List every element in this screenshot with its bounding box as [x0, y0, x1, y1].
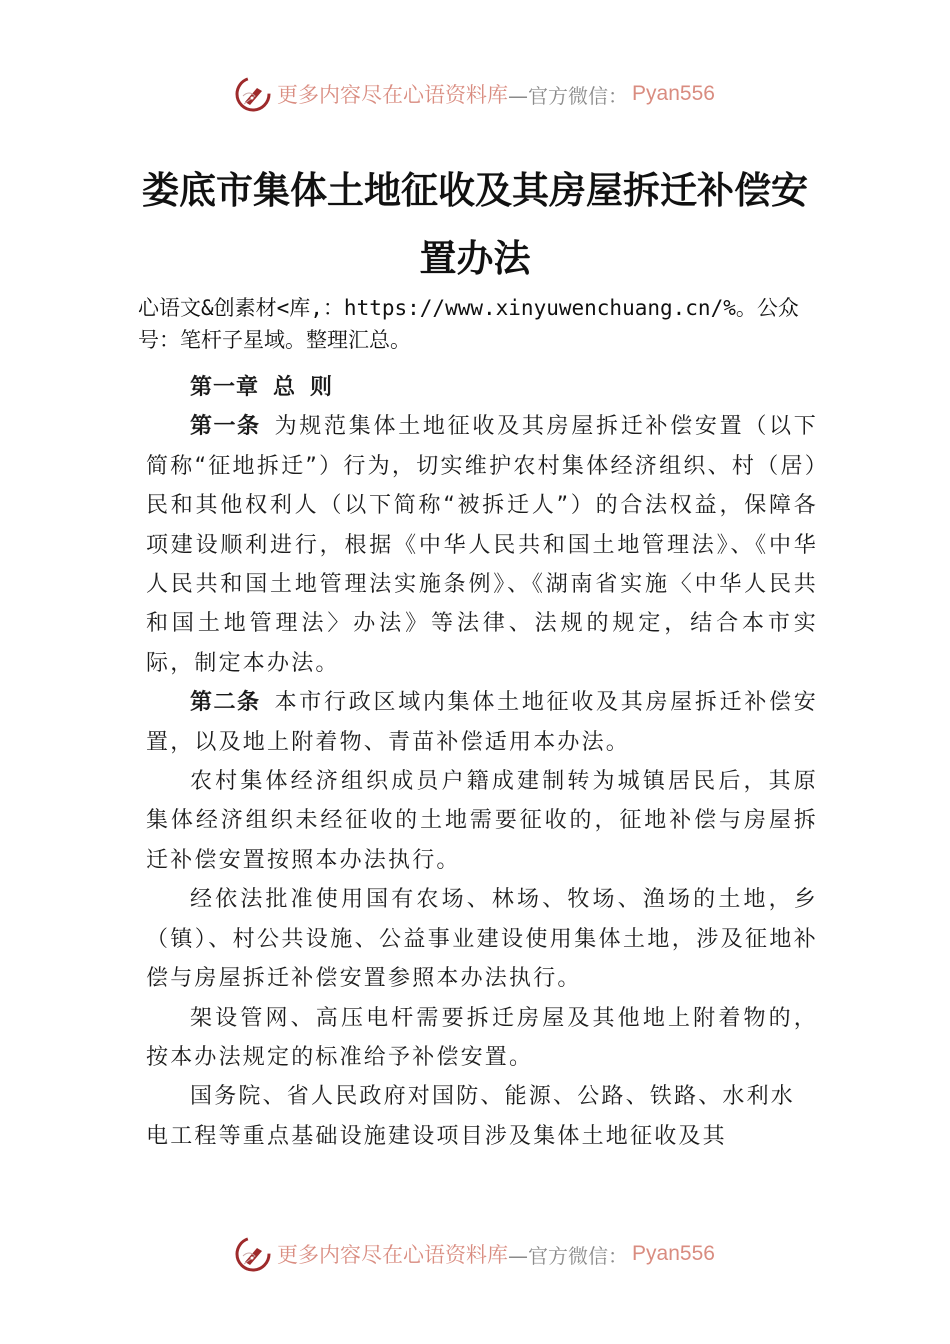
banner-wechat-id: Pyan556 — [632, 1242, 715, 1265]
banner-slogan: 更多内容尽在心语资料库 — [277, 83, 509, 107]
chapter-heading — [146, 368, 818, 407]
paragraph — [146, 880, 818, 998]
chapter-name-part-2: 则 — [310, 375, 334, 400]
banner-wechat-id: Pyan556 — [632, 82, 715, 105]
banner-wechat-label: —官方微信： — [508, 1243, 629, 1268]
paragraph — [146, 1077, 818, 1156]
source-note: 心语文&创素材<库,：https://www.xinyuwenchuang.cn/%。公众号：笔杆子星域。整理汇总。 — [138, 296, 799, 352]
article-label: 第一条 — [190, 414, 261, 440]
paragraph-text: 本市行政区域内集体土地征收及其房屋拆迁补偿安置，以及地上附着物、青苗补偿适用本办法。 — [146, 690, 818, 755]
paragraph-text: 农村集体经济组织成员户籍成建制转为城镇居民后，其原集体经济组织未经征收的土地需要征收的，征地补偿与房屋拆迁补偿安置按照本办法执行。 — [146, 769, 818, 873]
paragraph-text: 国务院、省人民政府对国防、能源、公路、铁路、水利水电工程等重点基础设施建设项目涉及集体土地征收及其 — [146, 1084, 796, 1149]
pen-nib-logo-icon — [235, 76, 271, 112]
pen-nib-logo-icon — [235, 1236, 271, 1272]
paragraph — [146, 999, 818, 1078]
banner-wechat-label: —官方微信： — [508, 83, 629, 108]
paragraph-text: 为规范集体土地征收及其房屋拆迁补偿安置（以下简称“征地拆迁”）行为，切实维护农村集体经济组织、村（居）民和其他权利人（以下简称“被拆迁人”）的合法权益，保障各项建设顺利进行，根据《中华人民共和国土地管理法》、《中华人民共和国土地管理法实施条例》、《湖南省实施〈中华人民共和国土地管理法〉办法》等法律、法规的规定，结合本市实际，制定本办法。 — [146, 414, 818, 676]
banner-slogan: 更多内容尽在心语资料库 — [277, 1243, 509, 1267]
document-title-line-1: 娄底市集体土地征收及其房屋拆迁补偿安 — [142, 168, 808, 212]
paragraph — [146, 762, 818, 880]
document-title-line-2: 置办法 — [419, 236, 531, 280]
paragraph-text: 经依法批准使用国有农场、林场、牧场、渔场的土地，乡（镇）、村公共设施、公益事业建设使用集体土地，涉及征地补偿与房屋拆迁补偿安置参照本办法执行。 — [146, 887, 818, 992]
header-banner — [0, 72, 950, 116]
document-body — [146, 368, 818, 1156]
article-paragraph — [146, 683, 818, 762]
footer-banner — [0, 1232, 950, 1276]
paragraph-text: 架设管网、高压电杆需要拆迁房屋及其他地上附着物的，按本办法规定的标准给予补偿安置。 — [146, 1005, 818, 1070]
article-label: 第二条 — [190, 690, 261, 716]
chapter-number: 第一章 — [190, 375, 260, 400]
article-paragraph — [146, 407, 818, 683]
chapter-name-part-1: 总 — [273, 375, 297, 400]
